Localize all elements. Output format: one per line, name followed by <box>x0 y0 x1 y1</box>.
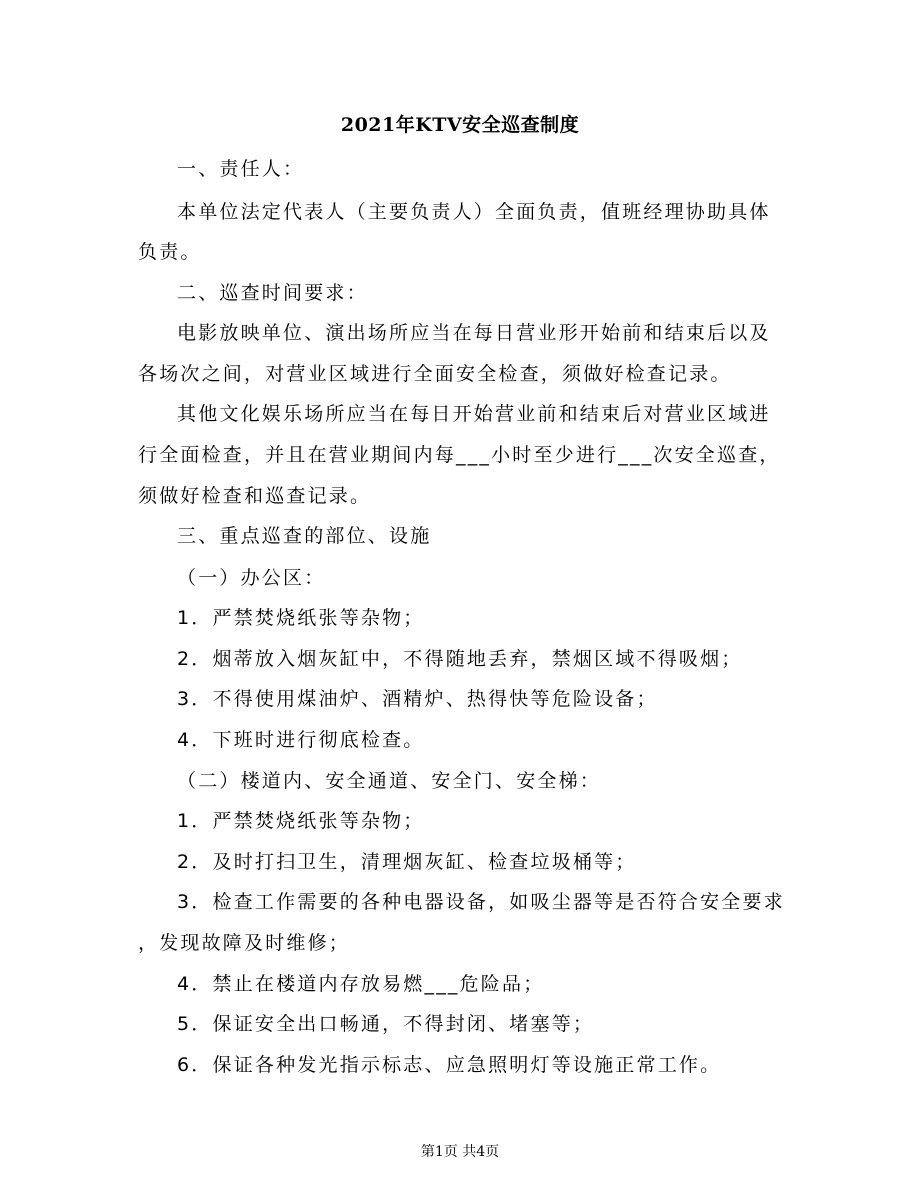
subsection-heading-office: （一）办公区： <box>177 567 326 589</box>
document-title: 2021年KTV安全巡查制度 <box>340 114 580 136</box>
list-item: 4．下班时进行彻底检查。 <box>177 729 425 751</box>
list-item: 3．不得使用煤油炉、酒精炉、热得快等危险设备； <box>177 688 658 710</box>
paragraph-line: 本单位法定代表人（主要负责人）全面负责，值班经理协助具体 <box>177 201 771 223</box>
list-item: 6．保证各种发光指示标志、应急照明灯等设施正常工作。 <box>177 1054 722 1076</box>
list-item-continuation: ，发现故障及时维修； <box>138 932 351 954</box>
paragraph-line: 负责。 <box>138 241 202 263</box>
paragraph-line: 其他文化娱乐场所应当在每日开始营业前和结束后对营业区域进 <box>177 403 771 425</box>
page-footer: 第1页 共4页 <box>420 1144 500 1160</box>
list-item: 1．严禁焚烧纸张等杂物； <box>177 810 425 832</box>
paragraph-line: 电影放映单位、演出场所应当在每日营业形开始前和结束后以及 <box>177 322 771 344</box>
paragraph-line: 须做好检查和巡查记录。 <box>138 485 372 507</box>
list-item: 2．及时打扫卫生，清理烟灰缸、检查垃圾桶等； <box>177 851 637 873</box>
paragraph-line: 行全面检查，并且在营业期间内每___小时至少进行___次安全巡查， <box>138 444 781 466</box>
section-heading-key-areas: 三、重点巡查的部位、设施 <box>177 525 432 547</box>
list-item: 1．严禁焚烧纸张等杂物； <box>177 607 425 629</box>
subsection-heading-corridor: （二）楼道内、安全通道、安全门、安全梯： <box>177 770 602 792</box>
list-item: 3．检查工作需要的各种电器设备，如吸尘器等是否符合安全要求 <box>177 891 785 913</box>
list-item: 4．禁止在楼道内存放易燃___危险品； <box>177 973 545 995</box>
list-item: 5．保证安全出口畅通，不得封闭、堵塞等； <box>177 1013 595 1035</box>
paragraph-line: 各场次之间，对营业区域进行全面安全检查，须做好检查记录。 <box>138 363 732 385</box>
list-item: 2．烟蒂放入烟灰缸中，不得随地丢弃，禁烟区域不得吸烟； <box>177 648 743 670</box>
section-heading-responsible: 一、责任人： <box>177 158 305 180</box>
section-heading-time: 二、巡查时间要求： <box>177 282 368 304</box>
